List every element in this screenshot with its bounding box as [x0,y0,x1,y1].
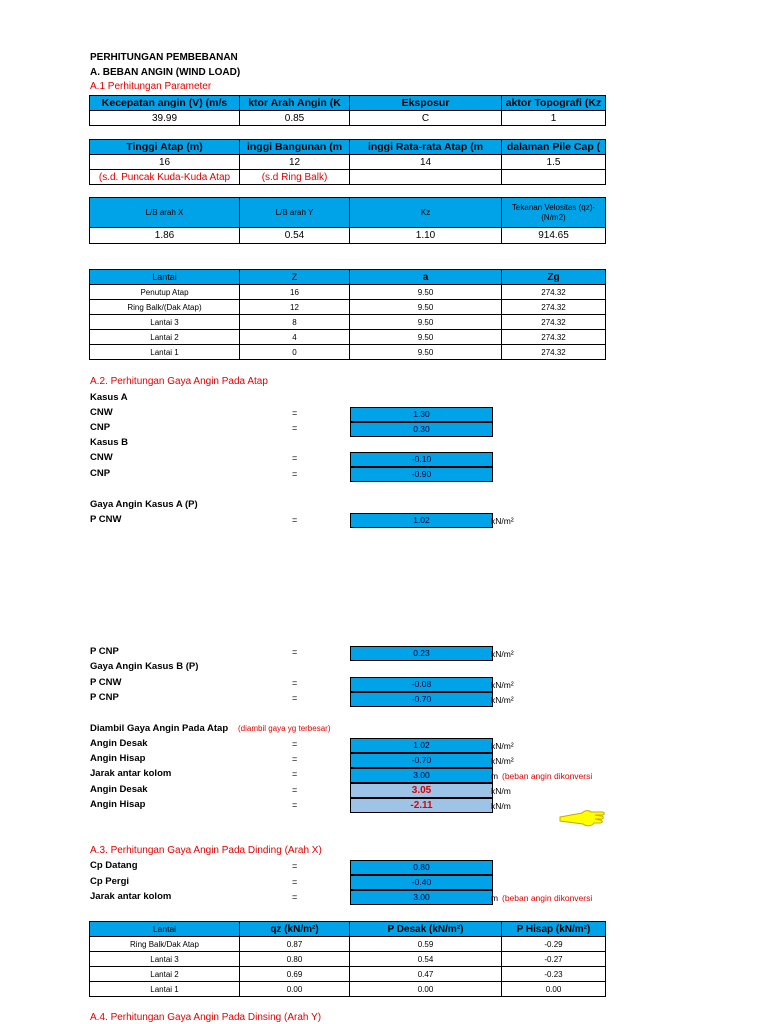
cell[interactable]: Penutup Atap [90,285,240,300]
header-cell: Kecepatan angin (V) (m/s [90,96,240,111]
kasus-a-label: Kasus A [90,392,128,403]
value-cell[interactable]: 1.86 [90,228,240,244]
cell[interactable]: Ring Balk/Dak Atap [90,937,240,952]
table-row [90,315,606,330]
cell[interactable]: 0.00 [350,982,502,997]
pcnp-a-value[interactable]: 0.23 [350,646,493,661]
cp-pergi-label: Cp Pergi [90,876,130,887]
unit-label: kN/m² [491,516,514,526]
pointing-hand-arrow-icon [558,806,606,830]
cell[interactable]: 274.32 [502,345,606,360]
header-cell: inggi Rata-rata Atap (m [350,140,502,155]
header-cell: Z [240,270,350,285]
pcnw-b-value[interactable]: -0.08 [350,677,493,692]
header-cell: L/B arah X [90,198,240,228]
jarak-note: (beban angin dikonversi [502,771,593,781]
equals-sign: = [292,469,298,479]
unit-label: m [491,893,499,903]
value-cell[interactable]: C [350,111,502,126]
header-cell: Zg [502,270,606,285]
table-row [90,285,606,300]
cell[interactable]: 274.32 [502,285,606,300]
header-cell: ktor Arah Angin (K [240,96,350,111]
equals-sign: = [292,769,298,779]
cell[interactable]: 9.50 [350,315,502,330]
section-a1-heading: A.1 Perhitungan Parameter [90,81,212,92]
cell[interactable]: 0.47 [350,967,502,982]
parameter-table-3 [89,197,606,244]
equals-sign: = [292,892,298,902]
note-cell [502,170,606,185]
jarak-note: (beban angin dikonversi [502,893,593,903]
cell[interactable]: 16 [240,285,350,300]
cell[interactable]: 0.54 [350,952,502,967]
value-cell[interactable]: 1.5 [502,155,606,170]
cell[interactable]: 274.32 [502,315,606,330]
cell[interactable]: Lantai 1 [90,345,240,360]
header-cell: P Hisap (kN/m²) [502,922,606,937]
cnw-a-label: CNW [90,407,113,418]
pcnw-b-label: P CNW [90,677,122,688]
cnp-b-value[interactable]: -0.90 [350,467,493,482]
unit-label: kN/m [491,786,511,796]
unit-label: kN/m² [491,695,514,705]
unit-label: m [491,771,499,781]
header-cell: qz (kN/m²) [240,922,350,937]
unit-label: kN/m² [491,649,514,659]
header-cell: Lantai [90,922,240,937]
unit-label: kN/m² [491,756,514,766]
pcnw-a-value[interactable]: 1.02 [350,513,493,528]
cnw-a-value[interactable]: 1.30 [350,407,493,422]
header-cell: inggi Bangunan (m [240,140,350,155]
header-cell: L/B arah Y [240,198,350,228]
equals-sign: = [292,678,298,688]
cp-datang-value[interactable]: 0.80 [350,860,493,875]
jarak-kolom-a3-label: Jarak antar kolom [90,891,172,902]
pcnp-a-label: P CNP [90,646,119,657]
cell[interactable]: -0.27 [502,952,606,967]
section-a4-heading: A.4. Perhitungan Gaya Angin Pada Dinsing (Arah Y) [90,1012,322,1023]
equals-sign: = [292,647,298,657]
equals-sign: = [292,515,298,525]
equals-sign: = [292,785,298,795]
page-title: PERHITUNGAN PEMBEBANAN [90,52,238,63]
cell[interactable]: 0.00 [240,982,350,997]
value-cell[interactable]: 14 [350,155,502,170]
cell[interactable]: 0.69 [240,967,350,982]
note-cell: (s.d. Puncak Kuda-Kuda Atap [90,170,240,185]
cell[interactable]: Lantai 2 [90,330,240,345]
jarak-kolom-value[interactable]: 3.00 [350,768,493,783]
equals-sign: = [292,453,298,463]
pcnp-b-value[interactable]: -0.70 [350,692,493,707]
cnw-b-value[interactable]: -0.10 [350,452,493,467]
cell[interactable]: 0.00 [502,982,606,997]
cell[interactable]: Ring Balk/(Dak Atap) [90,300,240,315]
wall-pressure-table [89,921,606,997]
cell[interactable]: Lantai 3 [90,315,240,330]
equals-sign: = [292,739,298,749]
cell[interactable]: 9.50 [350,300,502,315]
cell[interactable]: 8 [240,315,350,330]
pcnw-a-label: P CNW [90,514,122,525]
angin-hisap-value[interactable]: -0.70 [350,753,493,768]
table-row [90,300,606,315]
table-row [90,345,606,360]
table-row [90,952,606,967]
cp-pergi-value[interactable]: -0.40 [350,875,493,890]
value-cell[interactable]: 39.99 [90,111,240,126]
floor-table [89,269,606,360]
value-cell[interactable]: 0.54 [240,228,350,244]
angin-hisap-line-label: Angin Hisap [90,799,146,810]
table-row [90,937,606,952]
cnp-a-label: CNP [90,422,111,433]
cell[interactable]: 0.87 [240,937,350,952]
equals-sign: = [292,754,298,764]
header-cell: P Desak (kN/m²) [350,922,502,937]
unit-label: kN/m² [491,680,514,690]
unit-label: kN/m² [491,741,514,751]
gaya-kasus-b-label: Gaya Angin Kasus B (P) [90,661,199,672]
cell[interactable]: 9.50 [350,330,502,345]
cell[interactable]: -0.29 [502,937,606,952]
note-cell: (s.d Ring Balk) [240,170,350,185]
cell[interactable]: 0 [240,345,350,360]
table-row [90,982,606,997]
angin-hisap-line-value[interactable]: -2.11 [350,798,493,813]
value-cell[interactable]: 16 [90,155,240,170]
cell[interactable]: Lantai 2 [90,967,240,982]
cnp-a-value[interactable]: 0.30 [350,422,493,437]
cnp-b-label: CNP [90,468,111,479]
table-row [90,967,606,982]
cell[interactable]: Lantai 1 [90,982,240,997]
angin-desak-line-value[interactable]: 3.05 [350,783,493,798]
cell[interactable]: 9.50 [350,285,502,300]
value-cell[interactable]: 1 [502,111,606,126]
equals-sign: = [292,408,298,418]
cell[interactable]: 0.59 [350,937,502,952]
header-cell: Lantai [90,270,240,285]
value-cell[interactable]: 0.85 [240,111,350,126]
cnw-b-label: CNW [90,452,113,463]
header-cell: aktor Topografi (Kz [502,96,606,111]
section-a2-heading: A.2. Perhitungan Gaya Angin Pada Atap [90,376,268,387]
cell[interactable]: 12 [240,300,350,315]
value-cell[interactable]: 1.10 [350,228,502,244]
value-cell[interactable]: 914.65 [502,228,606,244]
cell[interactable]: 9.50 [350,345,502,360]
angin-desak-label: Angin Desak [90,738,148,749]
header-cell: Tekanan Velositas (qz)- (N/m2) [502,198,606,228]
note-cell [350,170,502,185]
section-a-heading: A. BEBAN ANGIN (WIND LOAD) [90,67,241,78]
parameter-table-2 [89,139,606,185]
header-cell: Kz [350,198,502,228]
equals-sign: = [292,693,298,703]
cell[interactable]: 274.32 [502,330,606,345]
diambil-note: (diambil gaya yg terbesar) [238,724,331,733]
equals-sign: = [292,861,298,871]
cp-datang-label: Cp Datang [90,860,138,871]
parameter-table-1 [89,95,606,126]
value-cell[interactable]: 12 [240,155,350,170]
section-a3-heading: A.3. Perhitungan Gaya Angin Pada Dinding (Arah X) [90,845,322,856]
cell[interactable]: 274.32 [502,300,606,315]
cell[interactable]: -0.23 [502,967,606,982]
gaya-kasus-a-label: Gaya Angin Kasus A (P) [90,499,198,510]
header-cell: Tinggi Atap (m) [90,140,240,155]
equals-sign: = [292,800,298,810]
kasus-b-label: Kasus B [90,437,129,448]
unit-label: kN/m [491,801,511,811]
header-cell: a [350,270,502,285]
diambil-label: Diambil Gaya Angin Pada Atap [90,723,229,734]
angin-hisap-label: Angin Hisap [90,753,146,764]
cell[interactable]: Lantai 3 [90,952,240,967]
angin-desak-line-label: Angin Desak [90,784,148,795]
angin-desak-value[interactable]: 1.02 [350,738,493,753]
pcnp-b-label: P CNP [90,692,119,703]
equals-sign: = [292,423,298,433]
jarak-kolom-a3-value[interactable]: 3.00 [350,890,493,905]
cell[interactable]: 0.80 [240,952,350,967]
jarak-kolom-label: Jarak antar kolom [90,768,172,779]
cell[interactable]: 4 [240,330,350,345]
equals-sign: = [292,877,298,887]
header-cell: Eksposur [350,96,502,111]
header-cell: dalaman Pile Cap ( [502,140,606,155]
table-row [90,330,606,345]
